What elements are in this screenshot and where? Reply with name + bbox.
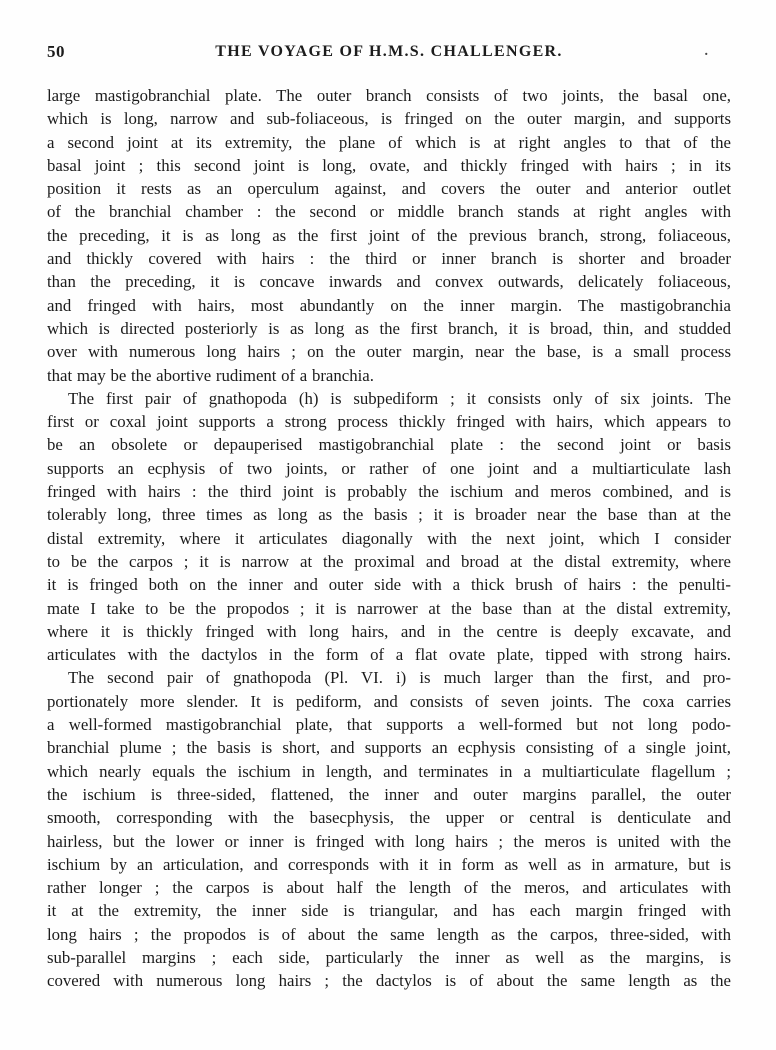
text-line: position it rests as an operculum against, and covers the outer and anterior outlet [47, 179, 731, 199]
print-artifact-dot: . [704, 44, 708, 59]
text-line: which nearly equals the ischium in length, and terminates in a multiarticulate flagellum ; [47, 761, 731, 781]
text-line: portionately more slender. It is pediform, and consists of seven joints. The coxa carries [47, 691, 731, 711]
text-line: The first pair of gnathopoda (h) is subpediform ; it consists only of six joints. The [68, 388, 731, 408]
text-line: and fringed with hairs, most abundantly on the inner margin. The mastigobranchia [47, 295, 731, 315]
text-line: rather longer ; the carpos is about half the length of the meros, and articulates with [47, 878, 731, 898]
running-title: THE VOYAGE OF H.M.S. CHALLENGER. [215, 43, 563, 60]
paragraph [47, 387, 731, 667]
text-line: which is long, narrow and sub-foliaceous, is fringed on the outer margin, and supports [47, 109, 731, 129]
text-line: the ischium is three-sided, flattened, the inner and outer margins parallel, the outer [47, 784, 731, 804]
text-line: branchial plume ; the basis is short, and supports an ecphysis consisting of a single joint, [47, 738, 731, 758]
paragraph [47, 84, 731, 387]
text-line: sub-parallel margins ; each side, particularly the inner as well as the margins, is [47, 947, 731, 967]
text-line: supports an ecphysis of two joints, or rather of one joint and a multiarticulate lash [47, 458, 731, 478]
text-line: it is fringed both on the inner and outer side with a thick brush of hairs : the penulti- [47, 575, 731, 595]
text-line: smooth, corresponding with the basecphysis, the upper or central is denticulate and [47, 808, 731, 828]
text-line: ischium by an articulation, and corresponds with it in form as well as in armature, but is [47, 854, 731, 874]
text-line: tolerably long, three times as long as the basis ; it is broader near the base than at the [47, 505, 731, 525]
paragraph [47, 666, 731, 992]
text-line: the preceding, it is as long as the first joint of the previous branch, strong, foliaceous, [47, 225, 731, 245]
text-line: long hairs ; the propodos is of about the same length as the carpos, three-sided, with [47, 924, 731, 944]
text-line: which is directed posteriorly is as long as the first branch, it is broad, thin, and studded [47, 318, 731, 338]
text-line: distal extremity, where it articulates diagonally with the next joint, which I consider [47, 528, 731, 548]
text-line: a well-formed mastigobranchial plate, that supports a well-formed but not long podo- [47, 715, 731, 735]
text-line: first or coxal joint supports a strong process thickly fringed with hairs, which appears to [47, 412, 731, 432]
text-line: than the preceding, it is concave inwards and convex outwards, delicately foliaceous, [47, 272, 731, 292]
text-line: mate I take to be the propodos ; it is narrower at the base than at the distal extremity, [47, 598, 731, 618]
text-line: over with numerous long hairs ; on the outer margin, near the base, is a small process [47, 342, 731, 362]
text-line: fringed with hairs : the third joint is probably the ischium and meros combined, and is [47, 482, 731, 502]
page-header [47, 42, 731, 62]
text-line: and thickly covered with hairs : the third or inner branch is shorter and broader [47, 249, 731, 269]
text-line: it at the extremity, the inner side is triangular, and has each margin fringed with [47, 901, 731, 921]
text-line: to be the carpos ; it is narrow at the proximal and broad at the distal extremity, where [47, 551, 731, 571]
text-line: a second joint at its extremity, the plane of which is at right angles to that of the [47, 132, 731, 152]
text-line: covered with numerous long hairs ; the dactylos is of about the same length as the [47, 971, 731, 991]
text-line: be an obsolete or depauperised mastigobranchial plate : the second joint or basis [47, 435, 731, 455]
text-line: of the branchial chamber : the second or middle branch stands at right angles with [47, 202, 731, 222]
text-line: basal joint ; this second joint is long, ovate, and thickly fringed with hairs ; in its [47, 155, 731, 175]
text-line: that may be the abortive rudiment of a branchia. [47, 365, 374, 385]
page-number: 50 [47, 42, 65, 61]
text-line: large mastigobranchial plate. The outer branch consists of two joints, the basal one, [47, 86, 731, 105]
text-line: where it is thickly fringed with long hairs, and in the centre is deeply excavate, and [47, 621, 731, 641]
text-line: articulates with the dactylos in the form of a flat ovate plate, tipped with strong hairs. [47, 645, 731, 665]
text-line: The second pair of gnathopoda (Pl. VI. i) is much larger than the first, and pro- [68, 668, 731, 688]
text-body [47, 84, 731, 993]
text-line: hairless, but the lower or inner is fringed with long hairs ; the meros is united with the [47, 831, 731, 851]
